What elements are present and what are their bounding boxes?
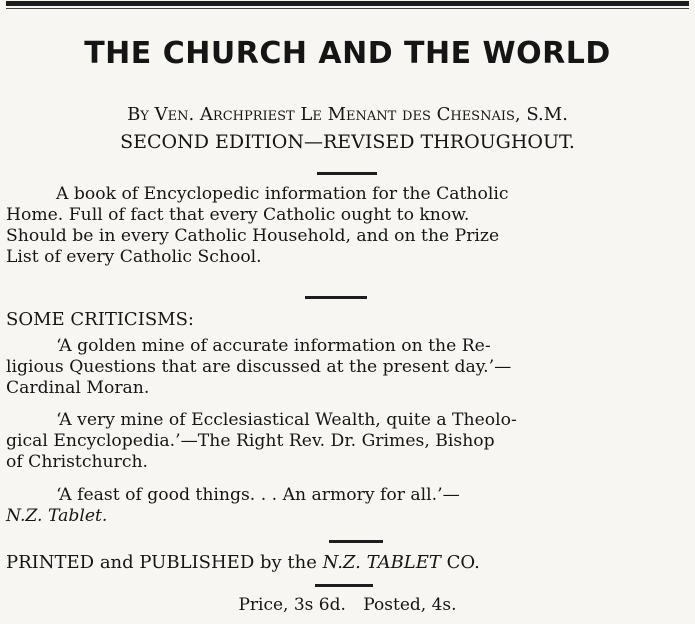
section-divider xyxy=(315,584,373,587)
criticisms-heading: SOME CRITICISMS: xyxy=(6,309,194,330)
quote-line: ligious Questions that are discussed at the present day.’— xyxy=(6,357,512,377)
section-divider xyxy=(329,540,383,543)
posted-price: Posted, 4s. xyxy=(363,595,457,615)
description-line: Home. Full of fact that every Catholic ought to know. xyxy=(6,205,470,225)
quote-line: Cardinal Moran. xyxy=(6,378,150,398)
edition-note: SECOND EDITION—REVISED THROUGHOUT. xyxy=(120,131,575,153)
quote-line: ‘A very mine of Ecclesiastical Wealth, quite a Theolo- xyxy=(56,410,517,430)
publisher-prefix: PRINTED and PUBLISHED by the xyxy=(6,552,317,573)
quote-1 xyxy=(6,336,689,399)
publisher-suffix: CO. xyxy=(446,552,480,573)
description-line: Should be in every Catholic Household, and on the Prize xyxy=(6,226,500,246)
price-value: Price, 3s 6d. xyxy=(238,595,346,615)
top-border-rule xyxy=(6,1,689,6)
top-border-hairline xyxy=(6,8,689,9)
description-paragraph xyxy=(6,184,689,268)
quote-2 xyxy=(6,410,689,473)
quote-line: of Christchurch. xyxy=(6,452,148,472)
section-divider xyxy=(305,296,367,299)
publisher-name: N.Z. TABLET xyxy=(322,552,441,573)
author-name: By Ven. Archpriest Le Menant des Chesnais, xyxy=(127,104,521,125)
author-byline xyxy=(0,104,695,125)
publisher-line xyxy=(6,552,480,573)
author-order: S.M. xyxy=(526,104,568,125)
section-divider xyxy=(317,172,377,175)
description-line: A book of Encyclopedic information for the Catholic xyxy=(56,184,509,204)
quote-source: N.Z. Tablet. xyxy=(6,506,108,526)
advert-title: THE CHURCH AND THE WORLD xyxy=(84,36,611,71)
description-line: List of every Catholic School. xyxy=(6,247,262,267)
quote-line: ‘A golden mine of accurate information on the Re- xyxy=(56,336,491,356)
quote-3 xyxy=(6,485,689,527)
quote-line: ‘A feast of good things. . . An armory for all.’— xyxy=(56,485,460,505)
price-line xyxy=(0,595,695,615)
quote-line: gical Encyclopedia.’—The Right Rev. Dr. Grimes, Bishop xyxy=(6,431,495,451)
